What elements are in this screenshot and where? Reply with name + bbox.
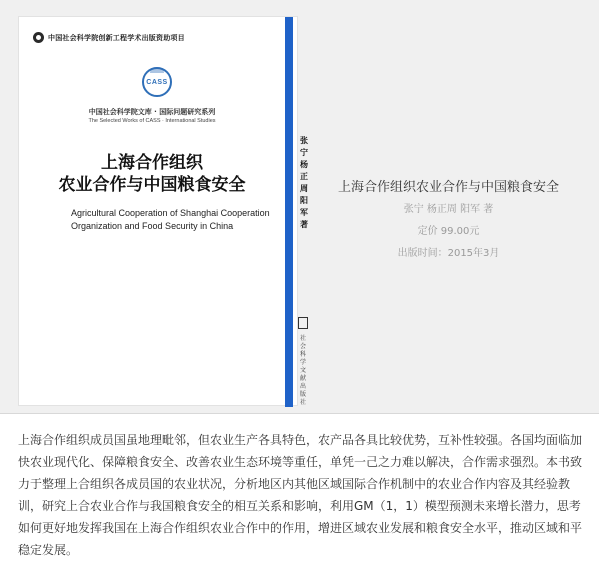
book-cover-image[interactable] <box>18 16 308 406</box>
book-publish-date: 出版时间：2015年3月 <box>397 248 500 259</box>
cover-series-en: The Selected Works of CASS · International Studies <box>88 118 216 124</box>
cover-spine-bar <box>285 17 293 407</box>
cover-title-cn-line2: 农业合作与中国粮食安全 <box>58 175 246 195</box>
cover-publisher-vertical: 社会科学文献出版社 <box>299 335 306 406</box>
cover-banner-text: 中国社会科学院创新工程学术出版资助项目 <box>48 33 185 42</box>
cover-series-cn: 中国社会科学院文库 · 国际问题研究系列 <box>88 108 216 116</box>
book-description: 上海合作组织成员国虽地理毗邻，但农业生产各具特色，农产品各具比较优势，互补性较强。各国均面临加快农业现代化、保障粮食安全、改善农业生态环境等重任，单凭一己之力难以解决，合作需求强烈。本书致力于整理上合组织各成员国的农业状况，分析地区内其他区域国际合作机制中的农业合作内容及其经验教训，研究上合农业合作与我国粮食安全的相互关系和影响，利用GM（1，1）模型预测未来增长潜力，思考如何更好地发挥我国在上海合作组织农业合作中的作用，增进区域农业发展和粮食安全水平，推动区域和平稳定发展。 <box>18 433 583 557</box>
book-price: 定价 99.00元 <box>417 226 480 237</box>
cass-emblem-icon <box>33 32 44 43</box>
book-title[interactable]: 上海合作组织农业合作与中国粮食安全 <box>337 180 559 195</box>
book-info <box>298 0 599 414</box>
cover-title-en: Agricultural Cooperation of Shanghai Cooperation Organization and Food Security in China <box>71 208 270 231</box>
cover-title-cn-line1: 上海合作组织 <box>101 153 203 173</box>
book-authors: 张宁 杨正周 阳军 著 <box>403 204 494 215</box>
cass-logo-icon <box>142 67 172 97</box>
cover-publisher-banner <box>33 32 185 43</box>
cass-logo-text: CASS <box>146 78 168 86</box>
cover-authors-vertical: 张宁 杨正周 阳军 著 <box>300 136 308 229</box>
